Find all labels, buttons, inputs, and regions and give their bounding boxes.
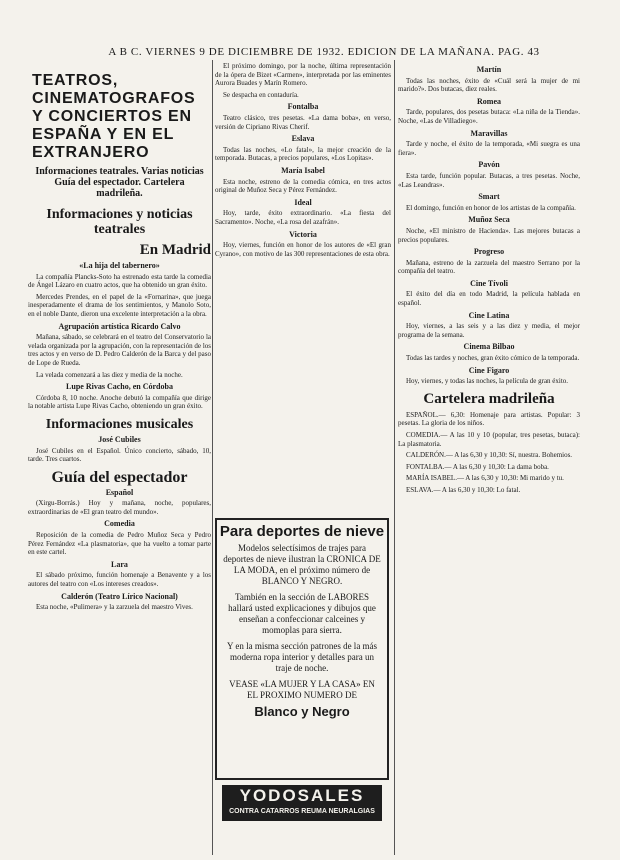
ad-footer: Blanco y Negro [254, 704, 350, 719]
paragraph: Esta tarde, función popular. Butacas, a tres pesetas. Noche, «Las Leandras». [398, 171, 580, 189]
ad-title: Para deportes de nieve [219, 523, 385, 540]
heading-cartelera: Cartelera madrileña [423, 390, 555, 407]
subheading: Cine Latina [468, 310, 510, 320]
heading-en-madrid: En Madrid [139, 242, 211, 258]
listing: ESLAVA.— A las 6,30 y 10,30: Lo fatal. [406, 485, 521, 494]
listing: COMEDIA.— A las 10 y 10 (popular, tres pesetas, butaca): La plasmatoria. [398, 431, 580, 448]
subheading: Agrupación artística Ricardo Calvo [58, 321, 181, 331]
paragraph: Se despacha en contaduría. [223, 90, 299, 99]
paragraph: La velada comenzará a las diez y media de la noche. [36, 370, 183, 379]
section-title: TEATROS, CINEMATOGRAFOS Y CONCIERTOS EN ESPAÑA Y EN EL EXTRANJERO [32, 72, 196, 161]
paragraph: José Cubiles en el Español. Único concierto, sábado, 10, tarde. Tres cuartos. [28, 446, 211, 464]
paragraph: Hoy, viernes, a las seis y a las diez y media, el mejor programa de la semana. [398, 322, 580, 339]
paragraph: La compañía Plancks-Soto ha estrenado esta tarde la comedia de Ángel Lázaro en cuatro actos, que ha obtenido un gran éxito. [28, 272, 211, 290]
ad-paragraph: Modelos selectísimos de trajes para deportes de nieve ilustran la CRONICA DE LA MODA, en el próximo número de BLANCO Y NEGRO. [223, 543, 381, 586]
paragraph: Todas las noches, «Lo fatal», la mejor creación de la temporada. Butacas, a precios populares, «Los Lopitas». [215, 145, 391, 163]
listing: MARÍA ISABEL.— A las 6,30 y 10,30: Mi marido y tu. [406, 474, 564, 483]
listing: ESPAÑOL.— 6,30: Homenaje para artistas. Popular: 3 pesetas. La gloria de los niños. [398, 410, 580, 428]
paragraph: El éxito del día en todo Madrid, la película hablada en español. [398, 290, 580, 308]
subheading: Lara [111, 559, 128, 569]
subheading: Pavón [478, 160, 500, 170]
column-rule [212, 60, 213, 855]
paragraph: El domingo, función en honor de los artistas de la compañía. [406, 203, 576, 212]
paragraph: Reposición de la comedia de Pedro Muñoz Seca y Pedro Pérez Fernández «La plasmatoria», que ha vuelto a tomar parte en este cartel. [28, 531, 211, 557]
ad-paragraph: También en la sección de LABORES hallará usted explicaciones y dibujos que enseñan a confeccionar calceines y momoplas para sierra. [228, 592, 376, 635]
yodosales-logo [222, 785, 382, 821]
advertisement-box [215, 518, 389, 780]
subheading: Muñoz Seca [468, 215, 510, 225]
paragraph: Hoy, viernes, y todas las noches, la película de gran éxito. [406, 377, 569, 386]
paragraph: Todas las noches, éxito de «Cuál será la mujer de mi marido?». Dos butacas, diez reales. [398, 76, 580, 94]
paragraph: Tarde y noche, el éxito de la temporada, «Mi suegra es una fiera». [398, 140, 580, 157]
logo-text: YODOSALES [239, 786, 365, 805]
subheading: Cine Figaro [468, 365, 510, 375]
subheading: Victoria [289, 229, 317, 239]
subheading: Maravillas [470, 128, 508, 138]
subheading: María Isabel [281, 165, 325, 175]
subheading: José Cubiles [98, 434, 141, 444]
subheading: Lupe Rivas Cacho, en Córdoba [66, 382, 173, 392]
paragraph: Mañana, sábado, se celebrará en el teatro del Conservatorio la velada organizada por la agrupación, con la representación de los tres actos y en verso de D. Pedro Calderón de la Barca y del paso de Lope de Rueda. [28, 333, 211, 367]
subheading: Español [105, 487, 134, 497]
paragraph: El próximo domingo, por la noche, última representación de la ópera de Bizet «Carmen», interpretada por las eminentes Aurora Buades y Marín Romero. [215, 62, 391, 88]
subheading: Ideal [294, 197, 312, 207]
listing: CALDERÓN.— A las 6,30 y 10,30: Sí, nuestra. Bohemios. [406, 451, 573, 460]
subheading: Calderón (Teatro Lírico Nacional) [61, 591, 178, 601]
subheading: Progreso [473, 247, 505, 257]
paragraph: Tarde, populares, dos pesetas butaca: «La niña de la Tienda». Noche, «Las de Villadiego». [398, 108, 580, 125]
subheading: «La hija del tabernero» [79, 261, 160, 270]
paragraph: Esta noche, estreno de la comedia cómica, en tres actos original de Muñoz Seca y Pérez Fernández. [215, 177, 391, 195]
logo-subtext: CONTRA CATARROS REUMA NEURALGIAS [229, 808, 375, 815]
heading-informaciones: Informaciones y noticias teatrales [46, 207, 193, 237]
paragraph: Teatro clásico, tres pesetas. «La dama boba», en verso, versión de Cipriano Rivas Cherif. [215, 113, 391, 131]
paragraph: Córdoba 8, 10 noche. Anoche debutó la compañía que dirige la notable artista Lupe Rivas Cacho, obteniendo un gran éxito. [28, 393, 211, 411]
subheading: Eslava [291, 134, 315, 144]
column-1 [28, 62, 211, 857]
ad-paragraph: Y en la misma sección patrones de la más moderna ropa interior y detalles para un traje de noche. [226, 641, 378, 673]
subheading: Romea [477, 96, 501, 106]
column-3 [398, 62, 580, 857]
ad-paragraph: VEASE «LA MUJER Y LA CASA» EN EL PROXIMO NUMERO DE [229, 679, 375, 700]
page-header: A B C. VIERNES 9 DE DICIEMBRE DE 1932. EDICION DE LA MAÑANA. PAG. 43 [108, 46, 540, 58]
paragraph: El sábado próximo, función homenaje a Benavente y a los autores del teatro con «Los intereses creados». [28, 571, 211, 589]
listing: FONTALBA.— A las 6,30 y 10,30: La dama boba. [406, 462, 549, 471]
column-2 [215, 62, 391, 510]
paragraph: Esta noche, «Pulimera» y la zarzuela del maestro Vives. [36, 603, 193, 612]
paragraph: Noche, «El ministro de Hacienda». Las mejores butacas a precios populares. [398, 226, 580, 244]
paragraph: Hoy, viernes, función en honor de los autores de «El gran Cyrano», con motivo de las 300 representaciones de esta obra. [215, 241, 391, 258]
paragraph: Mercedes Prendes, en el papel de la «Fornarina», que juega inesperadamente el drama de los sentimientos, y Manolo Soto, en el noble Dante, dieron una excelente interpretación a la obra. [28, 292, 211, 318]
paragraph: Mañana, estreno de la zarzuela del maestro Serrano por la compañía del teatro. [398, 258, 580, 276]
subheading: Comedia [104, 519, 135, 529]
subheading: Cine Tívoli [470, 278, 508, 288]
paragraph: Todas las tardes y noches, gran éxito cómico de la temporada. [406, 354, 580, 363]
subheading: Martín [476, 65, 502, 74]
column-rule [394, 60, 395, 855]
subheading: Fontalba [287, 102, 319, 112]
heading-guia: Guía del espectador [51, 468, 188, 486]
subheading: Cinema Bilbao [463, 342, 515, 352]
paragraph: (Xirgu-Borrás.) Hoy y mañana, noche, populares, extraordinarias de «El gran teatro del mundo». [28, 499, 211, 516]
heading-musicales: Informaciones musicales [45, 416, 194, 432]
paragraph: Hoy, tarde, éxito extraordinario. «La fiesta del Sacramento». Noche, «La rosa del azafrán». [215, 209, 391, 226]
section-subtitle: Informaciones teatrales. Varias noticias Guía del espectador. Cartelera madrileña. [35, 166, 204, 199]
subheading: Smart [478, 192, 500, 202]
